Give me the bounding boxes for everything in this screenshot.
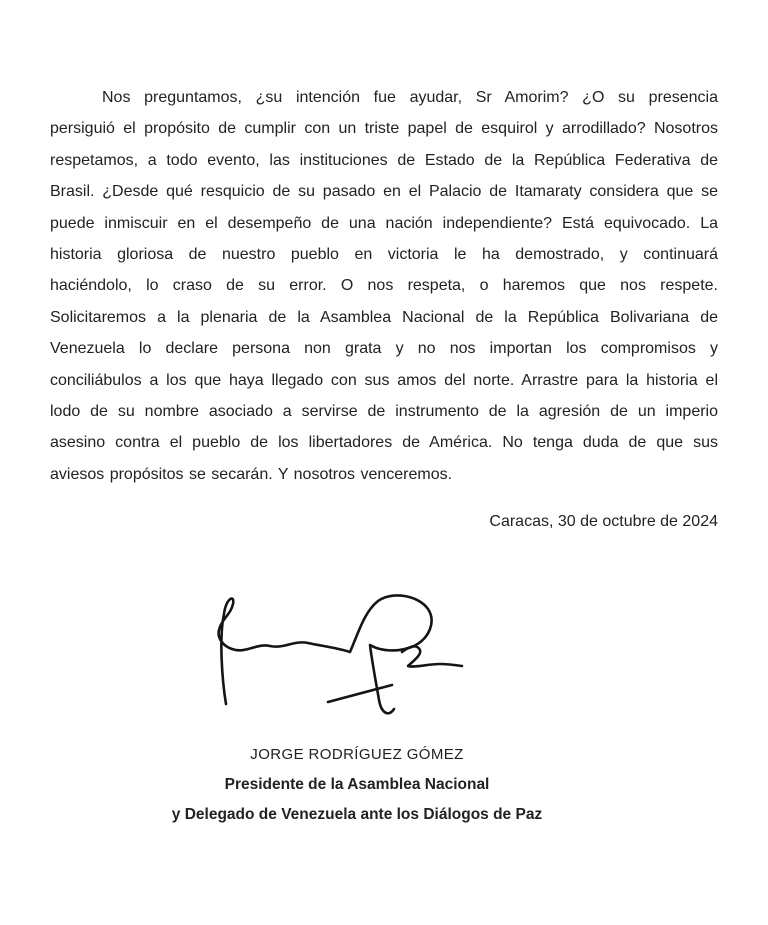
- letter-line: puede inmiscuir en el desempeño de una nación independiente? Está equivocado. La: [50, 214, 718, 232]
- letter-line: historia gloriosa de nuestro pueblo en victoria le ha demostrado, y continuará: [50, 246, 718, 264]
- letter-line: asesino contra el pueblo de los libertadores de América. No tenga duda de que sus: [50, 434, 718, 452]
- letter-line: Brasil. ¿Desde qué resquicio de su pasado en el Palacio de Itamaraty considera que se: [50, 183, 718, 201]
- letter-line: aviesos propósitos se secarán. Y nosotros venceremos.: [50, 465, 453, 483]
- signatory-name: JORGE RODRÍGUEZ GÓMEZ: [250, 745, 464, 763]
- letter-line: haciéndolo, lo craso de su error. O nos respeta, o haremos que nos respete.: [50, 277, 718, 295]
- letter-line: Venezuela lo declare persona non grata y no nos importan los compromisos y: [50, 340, 718, 358]
- letter-line: Solicitaremos a la plenaria de la Asamblea Nacional de la República Bolivariana de: [50, 308, 718, 326]
- letter-line: respetamos, a todo evento, las instituciones de Estado de la República Federativa de: [50, 151, 718, 169]
- letter-line: persiguió el propósito de cumplir con un triste papel de esquirol y arrodillado? Nosotros: [50, 120, 718, 138]
- signature-image: [200, 582, 480, 732]
- signature-block: [50, 740, 664, 830]
- signatory-title-2: y Delegado de Venezuela ante los Diálogos de Paz: [171, 805, 543, 823]
- letter-line: conciliábulos a los que haya llegado con sus amos del norte. Arrastre para la historia el: [50, 371, 718, 389]
- letter-line: Nos preguntamos, ¿su intención fue ayudar, Sr Amorim? ¿O su presencia: [102, 89, 718, 106]
- date-line: Caracas, 30 de octubre de 2024: [489, 513, 718, 531]
- signatory-title-1: Presidente de la Asamblea Nacional: [224, 775, 490, 793]
- letter-line: lodo de su nombre asociado a servirse de instrumento de la agresión de un imperio: [50, 403, 718, 421]
